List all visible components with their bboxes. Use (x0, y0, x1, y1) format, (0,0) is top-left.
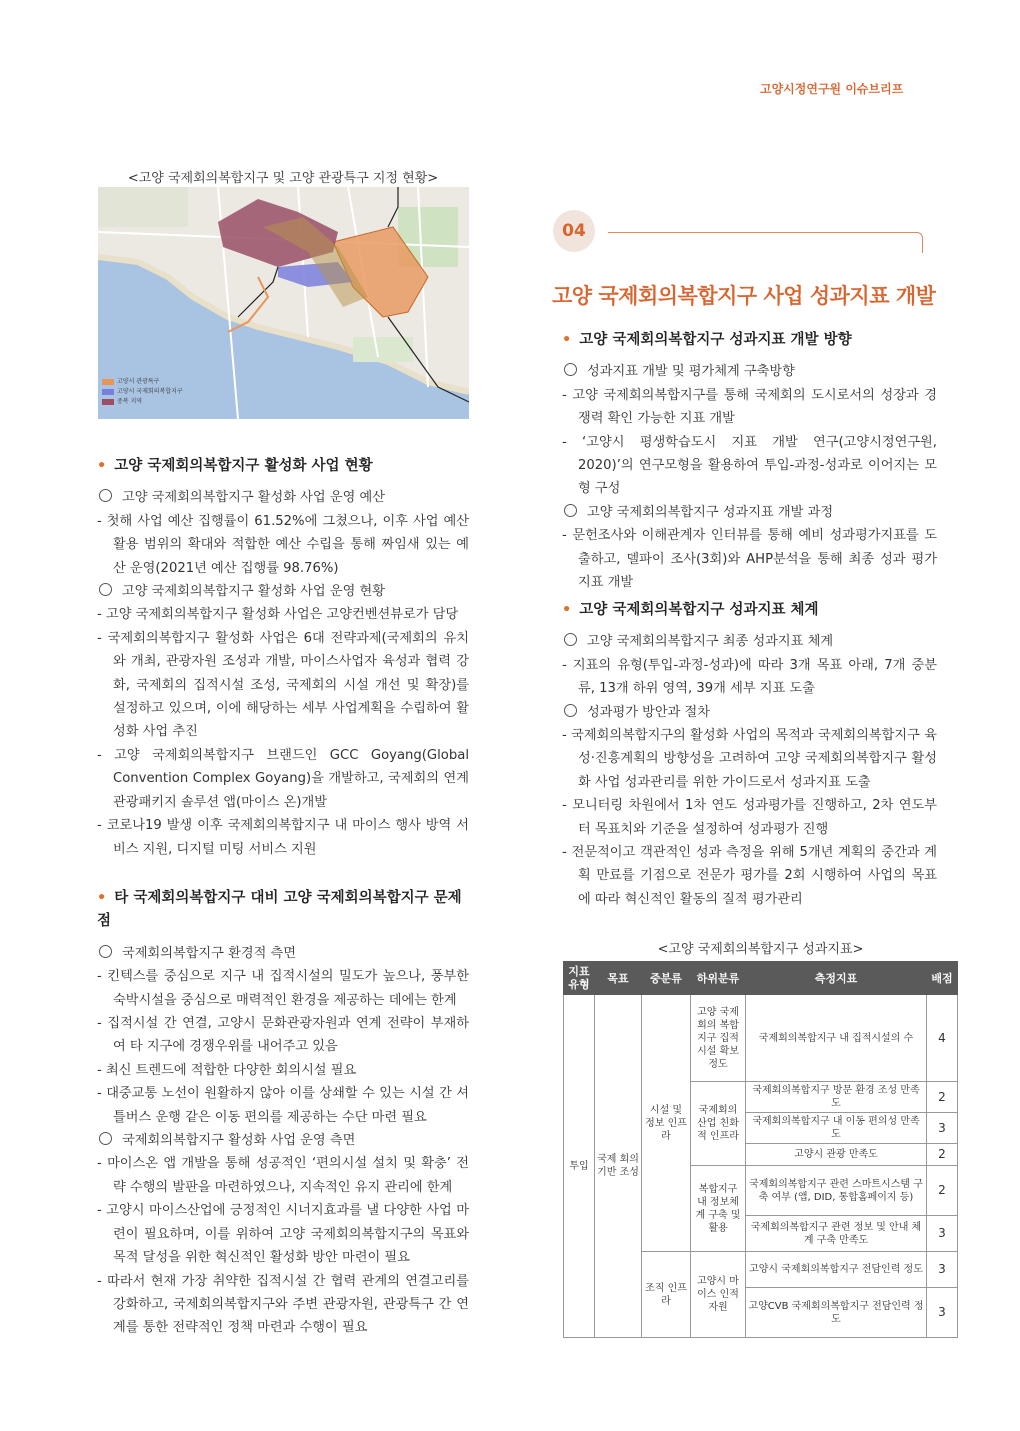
dash-item: - 국제회의복합지구 활성화 사업은 6대 전략과제(국제회의 유치와 개최, 관광자원 조성과 개발, 마이스사업자 육성과 협력 강화, 국제회의 집적시설 조성, 국제회의 시설 개선 및 확장)를 설정하고 있으며, 이에 해당하는 세부 사업계획을 수립하여 활성화 사업 추진 (97, 630, 469, 740)
table-header-row (564, 962, 958, 995)
map-legend: 고양시 관광특구 고양시 국제회의복합지구 중복 지역 (102, 377, 183, 407)
bullet-text: 성과지표 개발 및 평가체계 구축방향 (587, 364, 795, 380)
dash-item: - 고양 국제회의복합지구 브랜드인 GCC Goyang(Global Convention Complex Goyang)을 개발하고, 국제회의 연계 관광패키지 솔루션 앱(마이스 온)개발 (97, 747, 469, 810)
circle-bullet-icon (99, 945, 112, 958)
dash-item: - 따라서 현재 가장 취약한 집적시설 간 협력 관계의 연결고리를 강화하고, 국제회의복합지구와 주변 관광자원, 관광특구 간 연계를 통한 전략적인 정책 마련과 수행이 필요 (97, 1273, 469, 1336)
bullet-text: 고양 국제회의복합지구 활성화 사업 운영 예산 (122, 490, 386, 506)
dash-item: - 코로나19 발생 이후 국제회의복합지구 내 마이스 행사 방역 서비스 지원, 디지털 미팅 서비스 지원 (97, 818, 469, 857)
circle-bullet-icon (564, 363, 577, 376)
circle-bullet-icon (99, 489, 112, 502)
cell-sub: 고양 국제회의 복합지구 집적 시설 확보 정도 (691, 995, 746, 1082)
dash-item: - 문헌조사와 이해관계자 인터뷰를 통해 예비 성과평가지표를 도출하고, 델파이 조사(3회)와 AHP분석을 통해 최종 성과 평가지표 개발 (562, 528, 937, 591)
section-title: 고양 국제회의복합지구 사업 성과지표 개발 (552, 284, 936, 308)
header-cell: 하위분류 (691, 962, 746, 995)
cell-metric: 고양시 국제회의복합지구 전담인력 정도 (746, 1252, 927, 1288)
section-number: 04 (553, 210, 595, 252)
district-map (98, 187, 469, 419)
dash-item: - 마이스온 앱 개발을 통해 성공적인 ‘편의시설 설치 및 확충’ 전략 수행의 발판을 마련하였으나, 지속적인 유지 관리에 한계 (97, 1156, 469, 1195)
circle-bullet-item (97, 580, 469, 603)
cell-metric: 국제회의복합지구 관련 스마트시스템 구축 여부 (앱, DID, 통합홈페이지 등) (746, 1166, 927, 1216)
right-section-2 (562, 599, 937, 911)
bullet-text: 고양 국제회의복합지구 최종 성과지표 체계 (587, 634, 834, 650)
bullet-text: 고양 국제회의복합지구 성과지표 개발 과정 (587, 504, 834, 520)
cell-score: 2 (927, 1144, 958, 1166)
cell-goal: 국제 회의 기반 조성 (595, 995, 642, 1338)
header-cell: 측정지표 (746, 962, 927, 995)
cell-mid: 시설 및 정보 인프라 (642, 995, 691, 1252)
dash-item: - 대중교통 노선이 원활하지 않아 이를 상쇄할 수 있는 시설 간 셔틀버스 운행 같은 이동 편의를 제공하는 수단 마련 필요 (97, 1086, 469, 1125)
cell-metric: 국제회의복합지구 내 이동 편의성 만족도 (746, 1113, 927, 1144)
circle-bullet-item (97, 942, 469, 965)
table-row (564, 995, 958, 1082)
dash-item: - 킨텍스를 중심으로 지구 내 집적시설의 밀도가 높으나, 풍부한 숙박시설을 중심으로 매력적인 환경을 제공하는 데에는 한계 (97, 969, 469, 1008)
dash-item: - 첫해 사업 예산 집행률이 61.52%에 그쳤으나, 이후 사업 예산 활용 범위의 확대와 적합한 예산 수립을 통해 짜임새 있는 예산 운영(2021년 예산 집행률 98.76%) (97, 513, 469, 576)
header-cell: 목표 (595, 962, 642, 995)
cell-type: 투입 (564, 995, 595, 1338)
dash-item: - 고양시 마이스산업에 긍정적인 시너지효과를 낼 다양한 사업 마련이 필요하며, 이를 위하여 고양 국제회의복합지구의 목표와 목적 달성을 위한 혁신적인 활성화 방안 마련이 필요 (97, 1203, 469, 1266)
header-cell: 배점 (927, 962, 958, 995)
cell-metric: 고양시 관광 만족도 (746, 1144, 927, 1166)
section-heading: • 고양 국제회의복합지구 성과지표 개발 방향 (562, 332, 852, 348)
divider-corner (916, 232, 923, 253)
dash-item: - 최신 트렌드에 적합한 다양한 회의시설 필요 (97, 1062, 357, 1078)
cell-score: 2 (927, 1166, 958, 1216)
circle-bullet-item (562, 501, 937, 524)
cell-score: 4 (927, 995, 958, 1082)
performance-table (563, 961, 958, 1338)
cell-score: 3 (927, 1216, 958, 1252)
header-cell: 중분류 (642, 962, 691, 995)
circle-bullet-item (97, 486, 469, 509)
table-caption: <고양 국제회의복합지구 성과지표> (657, 942, 864, 957)
circle-bullet-item (562, 360, 937, 383)
dash-item: - 집적시설 간 연결, 고양시 문화관광자원과 연계 전략이 부재하여 타 지구에 경쟁우위를 내어주고 있음 (97, 1016, 469, 1055)
dash-item: - 전문적이고 객관적인 성과 측정을 위해 5개년 계획의 중간과 계획 만료를 기점으로 전문가 평가를 2회 시행하여 사업의 목표에 따라 혁신적인 활동의 질적 평가관리 (562, 845, 937, 907)
bullet-text: 성과평가 방안과 절차 (587, 704, 711, 720)
cell-metric: 국제회의복합지구 내 집적시설의 수 (746, 995, 927, 1082)
cell-metric: 국제회의복합지구 방문 환경 조성 만족도 (746, 1082, 927, 1113)
circle-bullet-item (562, 630, 937, 653)
cell-score: 3 (927, 1113, 958, 1144)
bullet-text: 국제회의복합지구 환경적 측면 (122, 945, 296, 961)
section-heading: • 고양 국제회의복합지구 활성화 사업 현황 (97, 458, 373, 474)
cell-mid: 조직 인프라 (642, 1252, 691, 1338)
dash-item: - ‘고양시 평생학습도시 지표 개발 연구(고양시정연구원, 2020)’의 연구모형을 활용하여 투입-과정-성과로 이어지는 모형 구성 (562, 434, 937, 497)
section-heading: • 타 국제회의복합지구 대비 고양 국제회의복합지구 문제점 (97, 890, 462, 930)
left-section-2 (97, 887, 469, 1340)
section-heading: • 고양 국제회의복합지구 성과지표 체계 (562, 602, 819, 618)
dash-item: - 지표의 유형(투입-과정-성과)에 따라 3개 목표 아래, 7개 중분류, 13개 하위 영역, 39개 세부 지표 도출 (562, 657, 937, 697)
cell-sub: 국제회의 산업 친화적 인프라 (691, 1082, 746, 1166)
dash-item: - 국제회의복합지구의 활성화 사업의 목적과 국제회의복합지구 육성·진흥계획의 방향성을 고려하여 고양 국제회의복합지구 활성화 사업 성과관리를 위한 가이드로서 성과지표 도출 (562, 728, 937, 790)
left-section-1 (97, 455, 469, 861)
circle-bullet-item (97, 1129, 469, 1152)
circle-bullet-icon (99, 1132, 112, 1145)
cell-score: 2 (927, 1082, 958, 1113)
divider (608, 232, 918, 233)
dash-item: - 고양 국제회의복합지구를 통해 국제회의 도시로서의 성장과 경쟁력 확인 가능한 지표 개발 (562, 387, 937, 427)
cell-metric: 국제회의복합지구 관련 정보 및 안내 체계 구축 만족도 (746, 1216, 927, 1252)
cell-score: 3 (927, 1288, 958, 1338)
circle-bullet-icon (99, 583, 112, 596)
cell-sub: 고양시 마이스 인적자원 (691, 1252, 746, 1338)
circle-bullet-icon (564, 633, 577, 646)
cell-sub: 복합지구 내 정보체계 구축 및 활용 (691, 1166, 746, 1252)
cell-metric: 고양CVB 국제회의복합지구 전담인력 정도 (746, 1288, 927, 1338)
map-caption: <고양 국제회의복합지구 및 고양 관광특구 지정 현황> (127, 171, 439, 186)
header-cell: 지표 유형 (564, 962, 595, 995)
circle-bullet-item (562, 701, 937, 724)
dash-item: - 모니터링 차원에서 1차 연도 성과평가를 진행하고, 2차 연도부터 목표치와 기준을 설정하여 성과평가 진행 (562, 798, 937, 837)
circle-bullet-icon (564, 704, 577, 717)
dash-item: - 고양 국제회의복합지구 활성화 사업은 고양컨벤션뷰로가 담당 (97, 607, 459, 623)
bullet-text: 고양 국제회의복합지구 활성화 사업 운영 현황 (122, 584, 386, 600)
cell-score: 3 (927, 1252, 958, 1288)
right-section-1 (562, 329, 937, 594)
circle-bullet-icon (564, 504, 577, 517)
bullet-text: 국제회의복합지구 활성화 사업 운영 측면 (122, 1133, 356, 1149)
header-brand: 고양시정연구원 이슈브리프 (760, 82, 904, 96)
